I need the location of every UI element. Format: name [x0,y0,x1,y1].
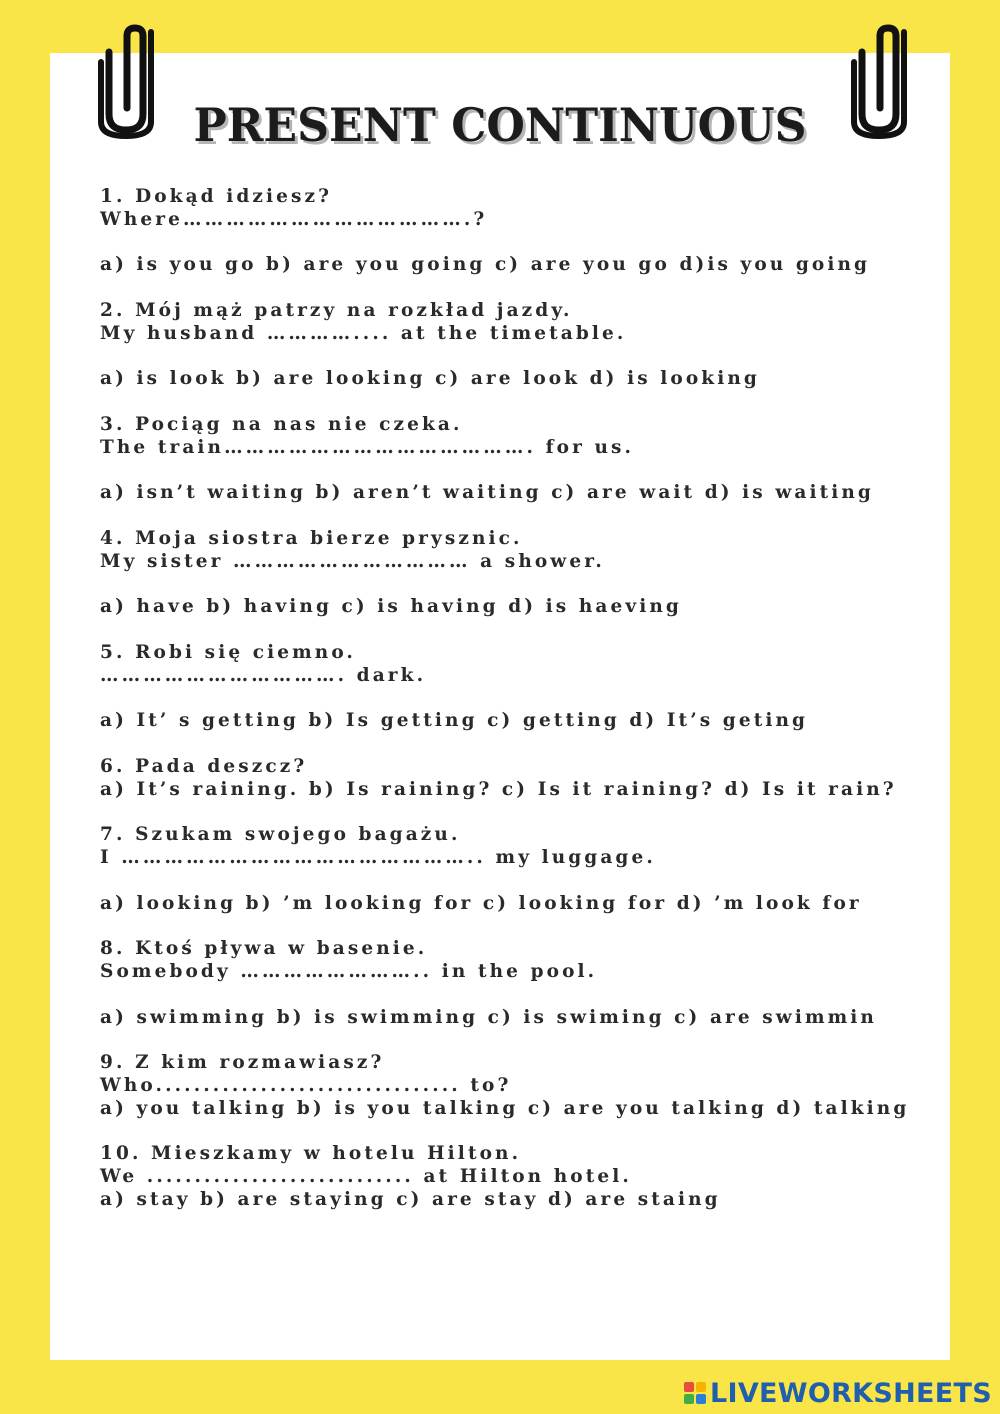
question-number: 3. [100,413,126,435]
answer-options: a) you talking b) is you talking c) are you talking d) talking [100,1097,910,1119]
liveworksheets-logo[interactable] [684,1376,992,1410]
question-prompt-text: Mieszkamy w hotelu Hilton. [151,1143,522,1165]
logo-square [684,1394,694,1404]
answer-options: a) It’ s getting b) Is getting c) getting d) It’s geting [100,710,809,732]
logo-square [684,1382,694,1392]
answer-options: a) stay b) are staying c) are stay d) are staing [100,1189,721,1211]
logo-square [696,1394,706,1404]
question-prompt [100,756,960,779]
logo-squares-icon [684,1382,706,1404]
answer-options: a) is look b) are looking c) are look d) is looking [100,368,760,390]
brand-name: LIVEWORKSHEETS [709,1377,992,1409]
question-prompt [100,528,960,551]
question-item [100,642,960,756]
answer-options: a) looking b) ’m looking for c) looking for d) ’m look for [100,892,862,914]
question-number: 10. [100,1143,142,1165]
question-number: 2. [100,299,126,321]
question-list [100,186,960,1212]
question-number: 1. [100,186,126,207]
question-number: 7. [100,824,126,846]
question-prompt-text: Mój mąż patrzy na rozkład jazdy. [135,299,573,321]
question-number: 5. [100,641,126,663]
question-item [100,300,960,414]
question-sentence: Somebody …………………….. in the pool. [100,961,598,983]
logo-square [696,1382,706,1392]
answer-options: a) isn’t waiting b) aren’t waiting c) are wait d) is waiting [100,482,874,504]
question-prompt [100,300,960,323]
answer-options: a) have b) having c) is having d) is haeving [100,596,682,618]
question-item [100,186,960,300]
question-prompt [100,824,960,847]
question-number: 6. [100,755,126,777]
question-sentence: ……………………………. dark. [100,664,427,686]
answer-options: a) It’s raining. b) Is raining? c) Is it raining? d) Is it rain? [100,778,897,800]
question-prompt [100,1052,960,1075]
question-sentence: My husband ………….... at the timetable. [100,322,627,344]
question-sentence: I ………………………………………….. my luggage. [100,847,656,869]
answer-options: a) swimming b) is swimming c) is swiming c) are swimmin [100,1006,877,1028]
question-prompt [100,1143,960,1166]
question-item [100,414,960,528]
question-sentence: Who................................ to? [100,1075,512,1097]
question-sentence: The train……………………………………. for us. [100,436,635,458]
question-prompt-text: Szukam swojego bagażu. [135,824,461,846]
question-number: 9. [100,1052,126,1074]
question-item [100,1052,960,1143]
question-prompt-text: Ktoś pływa w basenie. [135,938,428,960]
question-prompt-text: Pada deszcz? [135,755,308,777]
page-title: PRESENT CONTINUOUS [193,98,807,152]
question-prompt [100,186,960,209]
question-prompt [100,414,960,437]
question-prompt-text: Dokąd idziesz? [135,186,333,207]
question-prompt-text: Pociąg na nas nie czeka. [135,413,463,435]
question-prompt [100,642,960,665]
question-item [100,938,960,1052]
question-sentence: Where………………………………….? [100,208,488,230]
question-sentence: We ............................ at Hilton hotel. [100,1166,632,1188]
question-item [100,528,960,642]
question-prompt-text: Moja siostra bierze prysznic. [135,527,523,549]
question-sentence: My sister …………………………… a shower. [100,550,605,572]
question-number: 4. [100,527,126,549]
question-prompt-text: Robi się ciemno. [135,641,356,663]
question-prompt [100,938,960,961]
question-number: 8. [100,938,126,960]
question-prompt-text: Z kim rozmawiasz? [135,1052,385,1074]
question-item [100,1143,960,1211]
answer-options: a) is you go b) are you going c) are you go d)is you going [100,254,871,276]
question-item [100,756,960,824]
question-item [100,824,960,938]
